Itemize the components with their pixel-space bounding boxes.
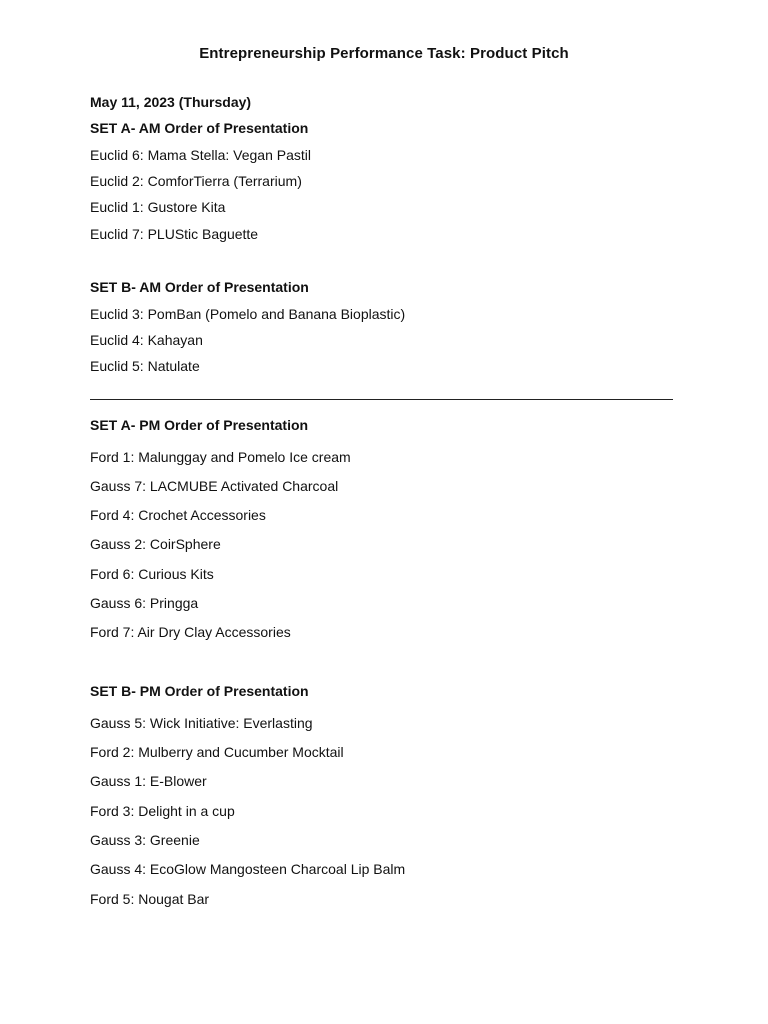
list-item: Gauss 1: E-Blower — [90, 773, 207, 789]
list-item: Ford 6: Curious Kits — [90, 566, 214, 582]
list-item: Ford 3: Delight in a cup — [90, 803, 235, 819]
section-heading-set-b-am: SET B- AM Order of Presentation — [90, 279, 309, 295]
document-title: Entrepreneurship Performance Task: Product Pitch — [199, 45, 569, 62]
list-item: Gauss 2: CoirSphere — [90, 536, 221, 552]
list-item: Gauss 5: Wick Initiative: Everlasting — [90, 715, 313, 731]
list-item: Gauss 6: Pringga — [90, 595, 199, 611]
section-heading-set-a-pm: SET A- PM Order of Presentation — [90, 417, 309, 433]
list-item: Ford 2: Mulberry and Cucumber Mocktail — [90, 744, 344, 760]
list-item: Euclid 1: Gustore Kita — [90, 199, 226, 215]
list-item: Euclid 7: PLUStic Baguette — [90, 226, 259, 242]
section-heading-set-b-pm: SET B- PM Order of Presentation — [90, 683, 309, 699]
list-item: Ford 5: Nougat Bar — [90, 891, 210, 907]
list-item: Euclid 3: PomBan (Pomelo and Banana Bioplastic) — [90, 306, 406, 322]
list-item: Gauss 3: Greenie — [90, 832, 200, 848]
list-item: Gauss 7: LACMUBE Activated Charcoal — [90, 478, 339, 494]
list-item: Euclid 5: Natulate — [90, 358, 200, 374]
list-item: Gauss 4: EcoGlow Mangosteen Charcoal Lip Balm — [90, 861, 406, 877]
list-item: Euclid 2: ComforTierra (Terrarium) — [90, 173, 302, 189]
list-item: Ford 1: Malunggay and Pomelo Ice cream — [90, 449, 351, 465]
section-heading-set-a-am: SET A- AM Order of Presentation — [90, 120, 309, 136]
presentation-date: May 11, 2023 (Thursday) — [90, 94, 252, 110]
list-item: Euclid 4: Kahayan — [90, 332, 203, 348]
list-item: Euclid 6: Mama Stella: Vegan Pastil — [90, 147, 312, 163]
section-divider — [90, 399, 673, 400]
list-item: Ford 4: Crochet Accessories — [90, 507, 266, 523]
list-item: Ford 7: Air Dry Clay Accessories — [90, 624, 291, 640]
